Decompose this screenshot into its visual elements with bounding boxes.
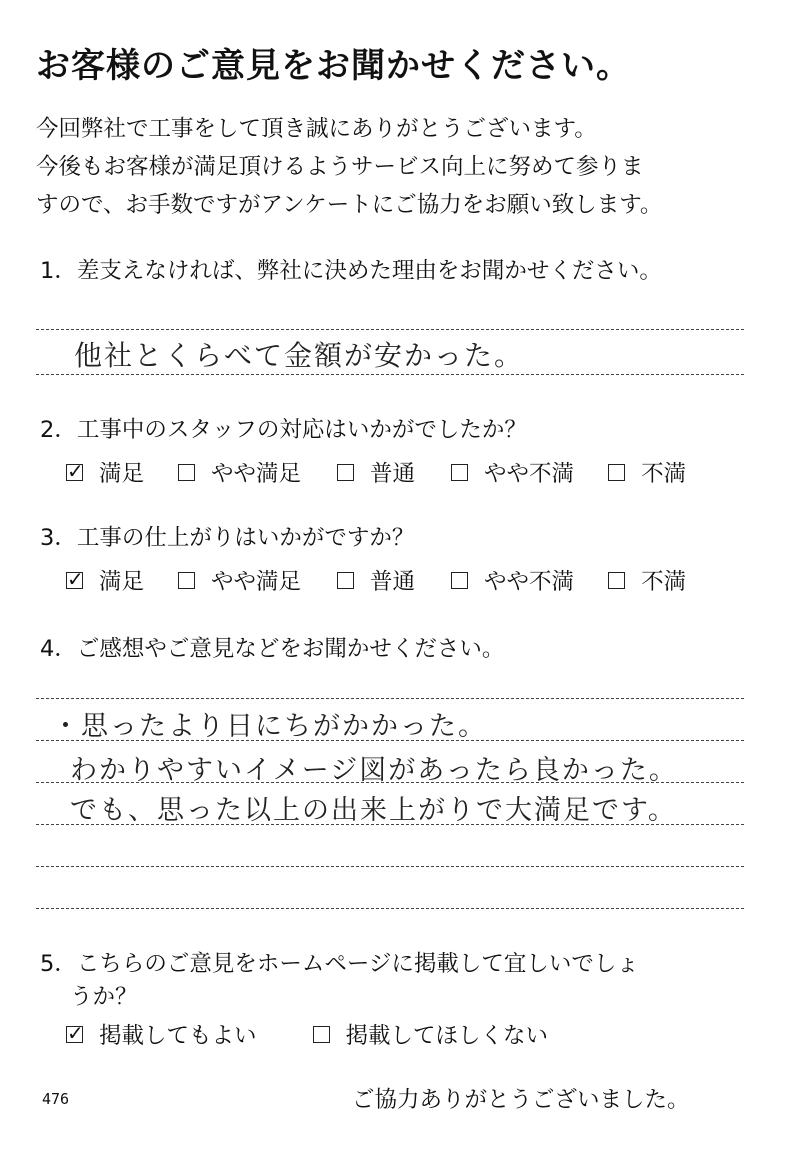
answer-line bbox=[36, 740, 744, 741]
checkbox[interactable] bbox=[178, 572, 195, 589]
q2-option-somewhat-dissatisfied[interactable] bbox=[451, 456, 574, 488]
survey-title: お客様のご意見をお聞かせください。 bbox=[36, 46, 631, 86]
question-4-answer-line-1: ・思ったより日にちがかかった。 bbox=[52, 711, 487, 742]
thanks-message: ご協力ありがとうございました。 bbox=[352, 1087, 690, 1113]
option-label: 掲載してほしくない bbox=[345, 1023, 549, 1049]
q3-option-normal[interactable] bbox=[337, 564, 415, 596]
option-label: 普通 bbox=[370, 461, 416, 487]
checkbox[interactable] bbox=[451, 464, 468, 481]
answer-line bbox=[36, 782, 744, 783]
q2-option-normal[interactable] bbox=[337, 456, 415, 488]
q3-option-somewhat-satisfied[interactable] bbox=[178, 564, 301, 596]
answer-line bbox=[36, 908, 744, 909]
question-5-label-line-1: 5．こちらのご意見をホームページに掲載して宜しいでしょ bbox=[40, 951, 639, 977]
checkbox[interactable] bbox=[337, 572, 354, 589]
check-mark-icon: ✓ bbox=[67, 1020, 84, 1045]
checkbox[interactable] bbox=[313, 1026, 330, 1043]
checkbox[interactable] bbox=[451, 572, 468, 589]
checkbox[interactable] bbox=[178, 464, 195, 481]
q3-option-dissatisfied[interactable] bbox=[608, 564, 686, 596]
question-1-label: 1．差支えなければ、弊社に決めた理由をお聞かせください。 bbox=[40, 258, 662, 284]
question-5-options bbox=[66, 1018, 548, 1050]
checkbox[interactable] bbox=[66, 566, 84, 591]
option-label: やや不満 bbox=[484, 569, 575, 595]
intro-line-1: 今回弊社で工事をして頂き誠にありがとうございます。 bbox=[36, 116, 597, 142]
question-2-label: 2．工事中のスタッフの対応はいかがでしたか？ bbox=[40, 417, 527, 443]
option-label: 満足 bbox=[99, 569, 145, 595]
checkbox[interactable] bbox=[608, 464, 625, 481]
check-mark-icon: ✓ bbox=[67, 566, 84, 591]
checkbox[interactable] bbox=[337, 464, 354, 481]
option-label: 掲載してもよい bbox=[99, 1023, 257, 1049]
q3-option-somewhat-dissatisfied[interactable] bbox=[451, 564, 574, 596]
answer-line bbox=[36, 866, 744, 867]
q2-option-satisfied[interactable] bbox=[66, 456, 144, 488]
q2-option-dissatisfied[interactable] bbox=[608, 456, 686, 488]
intro-line-2: 今後もお客様が満足頂けるようサービス向上に努めて参りま bbox=[36, 154, 644, 180]
answer-line bbox=[36, 698, 744, 699]
q5-option-deny[interactable] bbox=[313, 1018, 549, 1050]
intro-line-3: すので、お手数ですがアンケートにご協力をお願い致します。 bbox=[36, 192, 663, 218]
q5-option-allow[interactable] bbox=[66, 1018, 257, 1050]
checkbox[interactable] bbox=[66, 1020, 84, 1045]
question-1-answer: 他社とくらべて金額が安かった。 bbox=[74, 339, 525, 372]
question-4-label: 4．ご感想やご意見などをお聞かせください。 bbox=[40, 636, 505, 662]
option-label: 満足 bbox=[99, 461, 145, 487]
question-3-label: 3．工事の仕上がりはいかがですか？ bbox=[40, 525, 415, 551]
question-2-options bbox=[66, 456, 686, 488]
answer-line bbox=[36, 824, 744, 825]
check-mark-icon: ✓ bbox=[67, 458, 84, 483]
option-label: 不満 bbox=[641, 461, 687, 487]
option-label: 普通 bbox=[370, 569, 416, 595]
q2-option-somewhat-satisfied[interactable] bbox=[178, 456, 301, 488]
answer-line bbox=[36, 374, 744, 375]
question-4-answer-line-2: わかりやすいイメージ図があったら良かった。 bbox=[70, 755, 678, 786]
option-label: 不満 bbox=[641, 569, 687, 595]
checkbox[interactable] bbox=[66, 458, 84, 483]
question-4-answer-line-3: でも、思った以上の出来上がりで大満足です。 bbox=[70, 795, 677, 826]
intro-text bbox=[36, 110, 662, 224]
checkbox[interactable] bbox=[608, 572, 625, 589]
option-label: やや満足 bbox=[211, 569, 302, 595]
option-label: やや不満 bbox=[484, 461, 575, 487]
answer-line bbox=[36, 329, 744, 330]
page-number: 476 bbox=[42, 1090, 70, 1108]
option-label: やや満足 bbox=[211, 461, 302, 487]
question-3-options bbox=[66, 564, 686, 596]
q3-option-satisfied[interactable] bbox=[66, 564, 144, 596]
question-5-label-line-2: うか？ bbox=[70, 984, 138, 1010]
